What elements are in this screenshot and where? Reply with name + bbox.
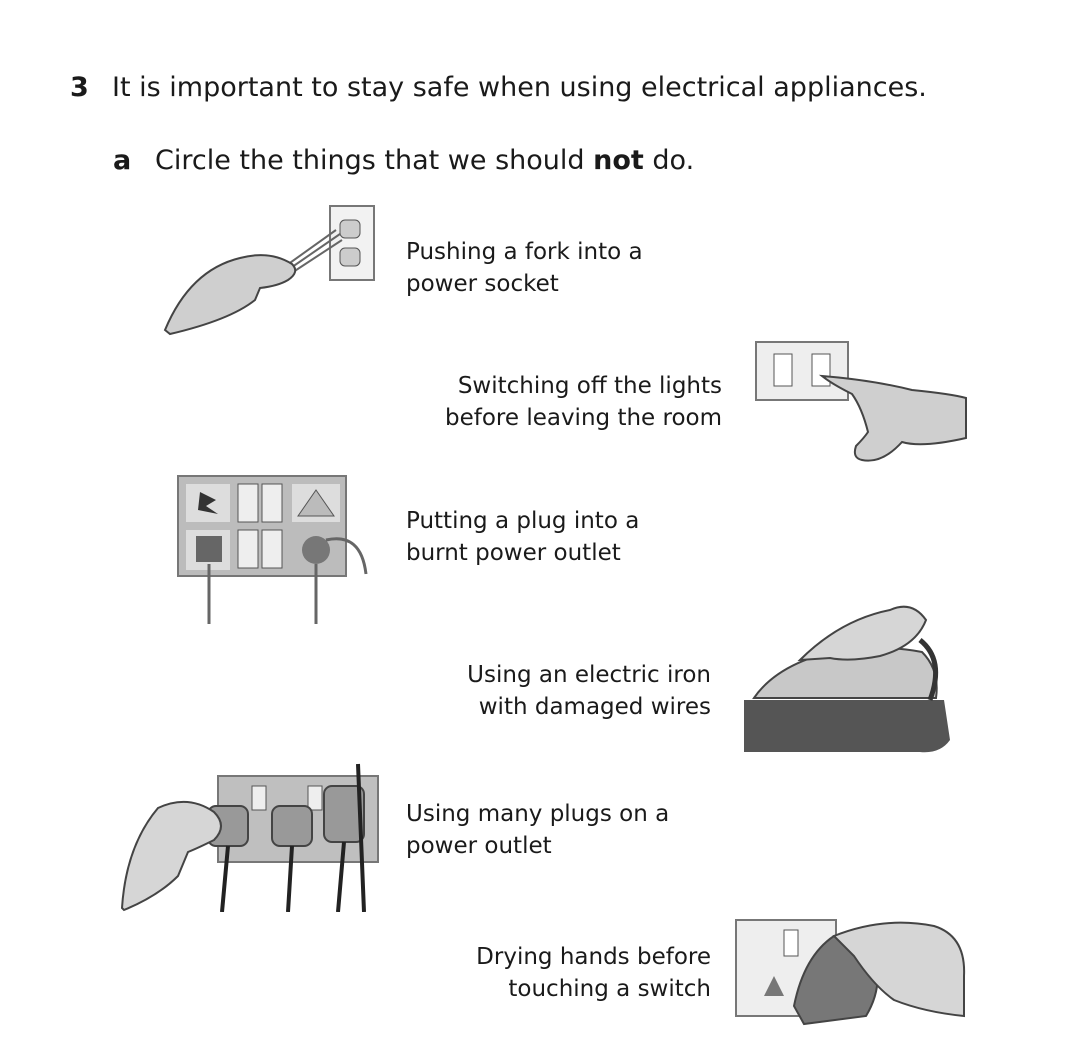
drying-hands-icon[interactable]	[734, 916, 968, 1026]
fork-in-socket-icon[interactable]	[160, 200, 380, 340]
caption-fork: Pushing a fork into a power socket	[406, 239, 643, 297]
caption-iron: Using an electric iron with damaged wires	[467, 662, 711, 720]
question-number: 3	[70, 72, 89, 103]
sub-question-letter: a	[113, 145, 132, 176]
light-switch-icon[interactable]	[752, 338, 968, 468]
caption-burnt-outlet: Putting a plug into a burnt power outlet	[406, 508, 640, 566]
electric-iron-icon[interactable]	[740, 590, 954, 756]
overloaded-outlet-icon[interactable]	[118, 756, 382, 912]
caption-many-plugs: Using many plugs on a power outlet	[406, 801, 670, 859]
caption-drying-hands: Drying hands before touching a switch	[476, 944, 711, 1002]
sub-question-text: Circle the things that we should not do.	[155, 145, 695, 176]
question-text: It is important to stay safe when using electrical appliances.	[112, 72, 927, 103]
emphasis-not: not	[593, 145, 644, 176]
caption-lights: Switching off the lights before leaving the room	[444, 373, 722, 431]
burnt-outlet-icon[interactable]	[176, 474, 376, 626]
